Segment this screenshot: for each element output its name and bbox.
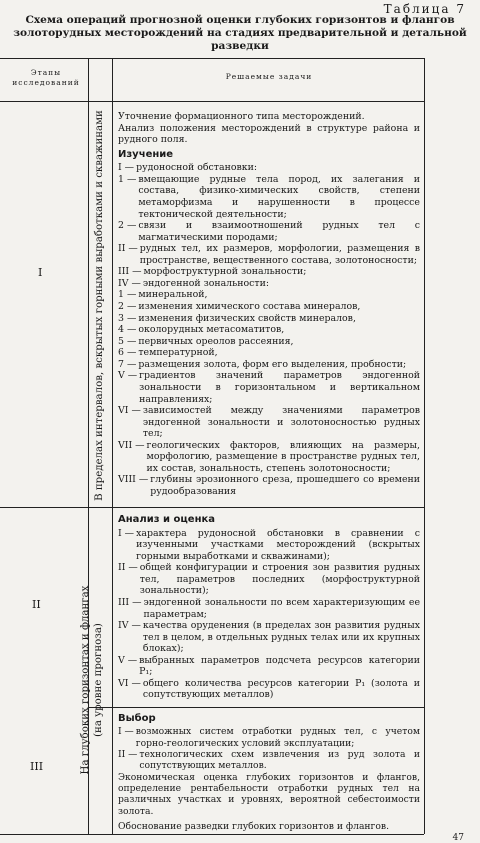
item-key: VIII — [118, 474, 149, 486]
vertical-label-1-wrap [88, 108, 112, 503]
page-number: 47 [452, 833, 464, 843]
item-key: II — [118, 748, 138, 760]
title-line-2: золоторудных месторождений на стадиях предварительной и детальной разведки [13, 27, 467, 52]
list-item [118, 440, 420, 475]
item-text: зависимостей между значениями параметров эндогенной зональности и золотоносностью рудных тел; [142, 405, 420, 440]
row-divider-2 [88, 707, 424, 708]
exploration-justification: Обоснование разведки глубоких горизонтов и флангов. [118, 820, 389, 832]
header-bottom-rule [0, 101, 424, 102]
item-text: качества оруденения (в пределах зон развития рудных тел в целом, в отдельных рудных телах или их крупных блоках); [142, 620, 420, 655]
item-key: 4 — [118, 324, 137, 336]
list-item [118, 528, 420, 563]
item-key: IV — [118, 277, 141, 289]
vertical-label-2a: На глубоких горизонтах и флангах [80, 585, 91, 775]
item-text: минеральной, [138, 289, 208, 301]
item-text: связи и взаимоотношений рудных тел с магматическими породами; [138, 220, 420, 243]
study-list [118, 162, 420, 497]
list-item [118, 655, 420, 678]
stage-I: I [38, 266, 43, 279]
item-text: вмещающие рудные тела пород, их залегания и состава, физико-химических свойств, степени метаморфизма и нарушенности в процессе тектонической деятельности; [138, 173, 420, 220]
section-choice [118, 710, 420, 832]
list-item [118, 266, 420, 278]
vertical-label-2-wrap [76, 535, 112, 825]
list-item [118, 174, 420, 220]
item-key: 5 — [118, 335, 137, 347]
item-key: I — [118, 162, 135, 174]
table-number: Таблица 7 [383, 2, 466, 16]
item-text: выбранных параметров подсчета ресурсов категории P₁; [139, 654, 420, 678]
item-text: возможных систем отработки рудных тел, с учетом горно-геологических условий эксплуатации; [135, 726, 420, 749]
item-text: рудоносной обстановки: [136, 162, 258, 174]
stage-III: III [30, 760, 44, 773]
list-item [118, 359, 420, 371]
analysis-list [118, 528, 420, 701]
intro-line-1: Уточнение формационного типа месторождений. [118, 111, 365, 122]
column-divider-2 [112, 58, 113, 834]
item-text: изменения химического состава минералов, [138, 301, 361, 312]
list-item [118, 749, 420, 772]
row-divider-1 [0, 507, 424, 508]
item-key: 7 — [118, 358, 137, 370]
item-text: эндогенной зональности: [142, 277, 269, 289]
list-item [118, 289, 420, 301]
section-heading-study: Изучение [118, 148, 174, 160]
item-key: 3 — [118, 312, 137, 324]
table-right-rule [424, 58, 425, 834]
item-key: 1 — [118, 173, 137, 185]
item-text: геологических факторов, влияющих на размеры, морфологию, размещение в пространстве рудных тел, их состав, зональность, степень золотоносности; [146, 439, 420, 474]
header-tasks: Решаемые задачи [225, 72, 313, 81]
item-key: VI — [118, 677, 141, 689]
list-item [118, 324, 420, 336]
section-study [118, 111, 420, 498]
item-key: 2 — [118, 220, 137, 232]
table-title [0, 14, 480, 53]
list-item [118, 313, 420, 325]
item-key: IV — [118, 620, 141, 632]
table-bottom-rule [0, 834, 424, 835]
list-item [118, 301, 420, 313]
list-item [118, 243, 420, 266]
list-item [118, 597, 420, 620]
list-item [118, 474, 420, 497]
item-text: технологических схем извлечения из руд золота и сопутствующих металлов. [139, 748, 420, 772]
section-analysis [118, 511, 420, 701]
item-key: III — [118, 266, 142, 278]
list-item [118, 278, 420, 290]
item-key: II — [118, 243, 138, 255]
economic-assessment: Экономическая оценка глубоких горизонтов и флангов, определение рентабельности отработки рудных тел на различных участках и уровнях, вероятной себестоимости золота. [118, 771, 420, 817]
item-key: 6 — [118, 347, 137, 359]
item-key: III — [118, 596, 142, 608]
list-item [118, 405, 420, 440]
item-text: общего количества ресурсов категории P₁ (золота и сопутствующих металлов) [142, 677, 420, 701]
section-heading-analysis: Анализ и оценка [118, 514, 216, 525]
title-line-1: Схема операций прогнозной оценки глубоких горизонтов и флангов [25, 14, 455, 26]
item-text: эндогенной зональности по всем характеризующим ее параметрам; [143, 596, 420, 620]
stage-II: II [32, 598, 41, 611]
item-text: глубины эрозионного среза, прошедшего со времени рудообразования [150, 474, 420, 497]
list-item [118, 220, 420, 243]
list-item [118, 726, 420, 749]
item-text: размещения золота, форм его выделения, пробности; [138, 358, 407, 370]
item-text: общей конфигурации и строения зон развития рудных тел, параметров последних (морфоструктурной зональности); [139, 562, 420, 597]
item-key: 1 — [118, 289, 137, 301]
list-item [118, 336, 420, 348]
intro-line-2: Анализ положения месторождений в структуре района и рудного поля. [118, 122, 420, 146]
choice-list [118, 726, 420, 771]
item-key: I — [118, 527, 135, 539]
item-text: характера рудоносной обстановки в сравнении с изученными участками месторождений (вскрытых горными выработками и скважинами); [136, 527, 420, 562]
item-text: околорудных метасоматитов, [138, 324, 285, 336]
item-key: 2 — [118, 301, 137, 312]
vertical-label-2b: (на уровне прогноза) [93, 623, 104, 737]
item-text: градиентов значений параметров эндогенной зональности в горизонтальном и вертикальном направлениях; [139, 370, 420, 405]
item-key: V — [118, 654, 138, 666]
item-key: VII — [118, 439, 145, 451]
item-text: первичных ореолов рассеяния, [138, 335, 294, 347]
list-item [118, 678, 420, 701]
item-text: температурной, [138, 347, 218, 359]
list-item [118, 562, 420, 597]
item-text: рудных тел, их размеров, морфологии, размещения в пространстве, вещественного состава, золотоносности; [139, 243, 420, 266]
table-top-rule [0, 58, 424, 59]
list-item [118, 620, 420, 655]
item-text: морфоструктурной зональности; [143, 266, 307, 278]
item-key: VI — [118, 405, 141, 417]
list-item [118, 370, 420, 405]
item-key: II — [118, 562, 138, 574]
list-item [118, 162, 420, 174]
header-stages: Этапы исследований [12, 68, 80, 87]
item-key: V — [118, 370, 138, 382]
item-text: изменения физических свойств минералов, [138, 312, 356, 324]
item-key: I — [118, 726, 134, 738]
vertical-label-1: В пределах интервалов, вскрытых горными выработками и скважинами [94, 110, 105, 501]
list-item [118, 347, 420, 359]
section-heading-choice: Выбор [118, 713, 156, 724]
